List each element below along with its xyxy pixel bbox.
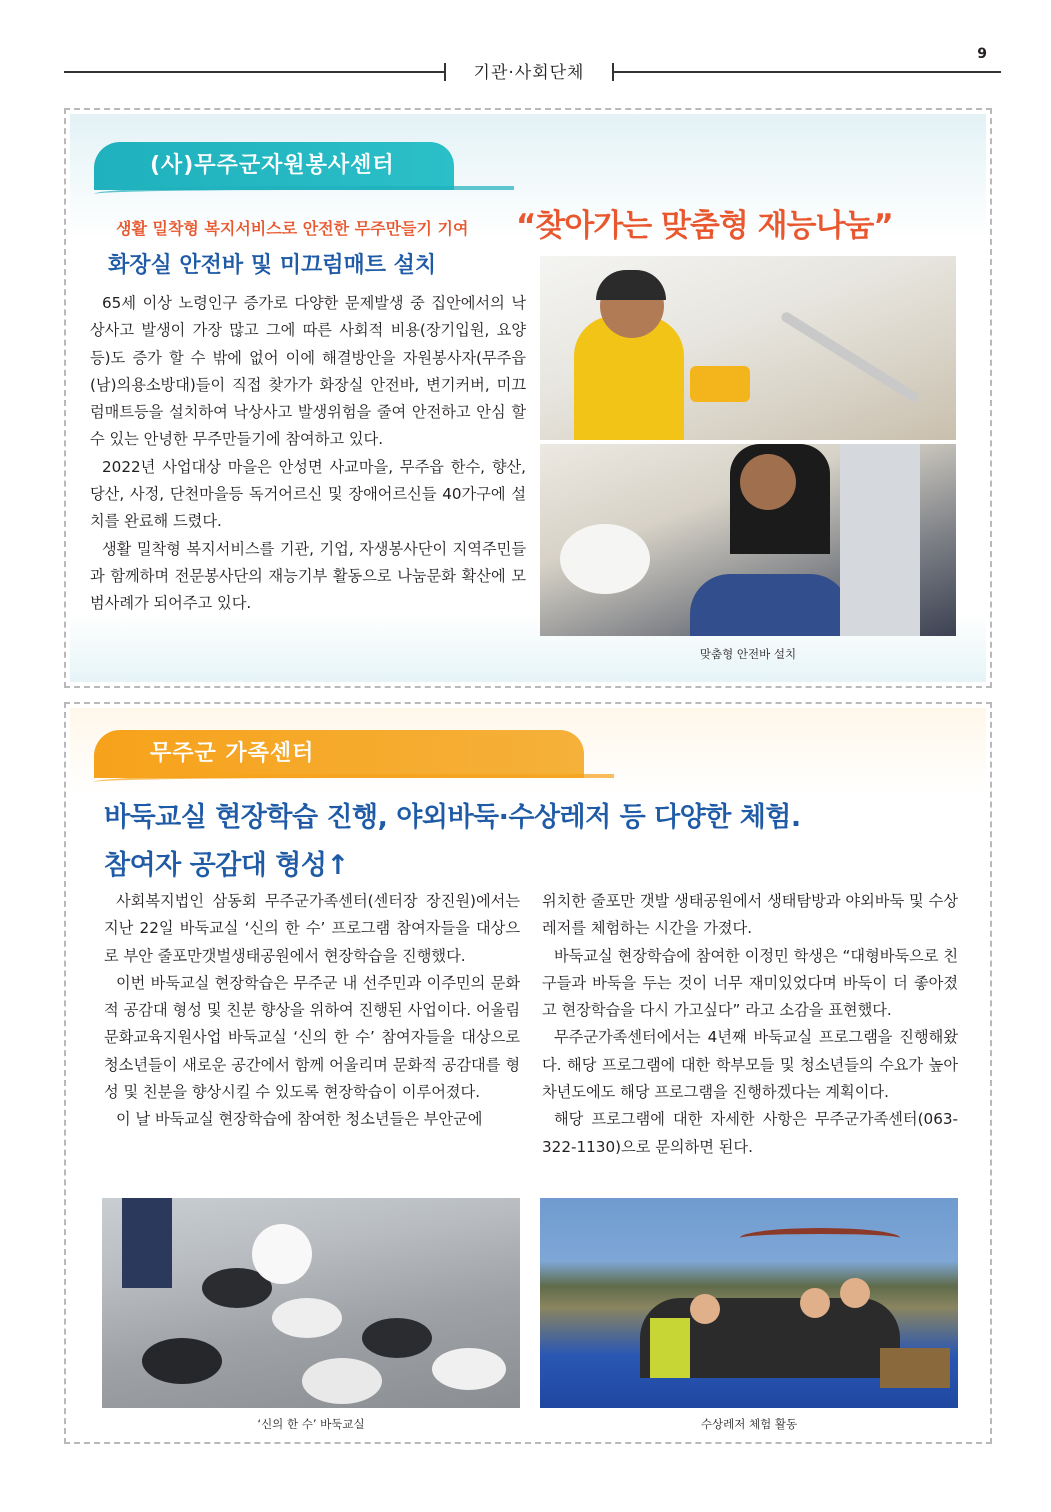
photo-installing-grab-bar	[540, 256, 956, 440]
article-slogan: “찾아가는 맞춤형 재능나눔”	[516, 208, 893, 244]
paragraph: 무주군가족센터에서는 4년째 바둑교실 프로그램을 진행해왔다. 해당 프로그램에 대한 학부모들 및 청소년들의 수요가 높아 차년도에도 해당 프로그램을 진행하겠다는 계획이다.	[542, 1028, 958, 1102]
tab-swoosh	[94, 774, 614, 790]
article-body	[90, 290, 526, 618]
photo-caption: ‘신의 한 수’ 바둑교실	[257, 1417, 365, 1431]
article-volunteer-center	[64, 108, 992, 688]
section-title: 기관·사회단체	[473, 63, 585, 83]
article-kicker: 생활 밀착형 복지서비스로 안전한 무주만들기 기여	[116, 219, 469, 238]
article-column-left	[104, 888, 520, 1134]
page-header	[64, 46, 1001, 92]
article-headline: 화장실 안전바 및 미끄럼매트 설치	[108, 253, 437, 278]
paragraph: 2022년 사업대상 마을은 안성면 사교마을, 무주읍 한수, 향산, 당산, 사정, 단천마을등 독거어르신 및 장애어르신들 40가구에 설치를 완료해 드렸다.	[90, 457, 526, 531]
photo-caption: 수상레저 체험 활동	[700, 1417, 798, 1431]
section-tab: (사)무주군자원봉사센터	[94, 142, 454, 190]
photo-installing-toilet-rail	[540, 444, 956, 636]
page-number: 9	[977, 46, 987, 62]
tab-swoosh	[94, 186, 514, 202]
article-family-center	[64, 702, 992, 1444]
paragraph: 이번 바둑교실 현장학습은 무주군 내 선주민과 이주민의 문화적 공감대 형성 및 친분 향상을 위하여 진행된 사업이다. 어울림문화교육지원사업 바둑교실 ‘신의 한 수’ 참여자들을 대상으로 청소년들이 새로운 공간에서 함께 어울리며 문화적 공감대를 형성 및 친분을 향상시킬 수 있도록 현장학습이 이루어졌다.	[104, 973, 520, 1102]
section-tab: 무주군 가족센터	[94, 730, 584, 778]
paragraph: 이 날 바둑교실 현장학습에 참여한 청소년들은 부안군에	[116, 1110, 483, 1129]
paragraph: 바둑교실 현장학습에 참여한 이정민 학생은 “대형바둑으로 친구들과 바둑을 두는 것이 너무 재미있었다며 바둑이 더 좋아졌고 현장학습을 다시 가고싶다” 라고 소감을 표현했다.	[542, 946, 958, 1020]
article-headline	[104, 794, 801, 890]
paragraph: 생활 밀착형 복지서비스를 기관, 기업, 자생봉사단이 지역주민들과 함께하며 전문봉사단의 재능기부 활동으로 나눔문화 확산에 모범사례가 되어주고 있다.	[90, 539, 526, 613]
photo-caption: 맞춤형 안전바 설치	[699, 647, 797, 661]
headline-line: 참여자 공감대 형성↑	[104, 850, 349, 881]
article-column-right	[542, 888, 958, 1161]
paragraph: 65세 이상 노령인구 증가로 다양한 문제발생 중 집안에서의 낙상사고 발생이 가장 많고 그에 따른 사회적 비용(장기입원, 요양등)도 증가 할 수 밖에 없어 이에 해결방안을 자원봉사자(무주읍(남)의용소방대)들이 직접 찾가가 화장실 안전바, 변기커버, 미끄럼매트등을 설치하여 낙상사고 발생위험을 줄여 안전하고 안심 할 수 있는 안녕한 무주만들기에 참여하고 있다.	[90, 294, 526, 449]
paragraph: 위치한 줄포만 갯발 생태공원에서 생태탐방과 야외바둑 및 수상레저를 체험하는 시간을 가졌다.	[542, 892, 958, 938]
headline-line: 바둑교실 현장학습 진행, 야외바둑·수상레저 등 다양한 체험.	[104, 802, 801, 833]
paragraph: 사회복지법인 삼동회 무주군가족센터(센터장 장진원)에서는 지난 22일 바둑교실 ‘신의 한 수’ 프로그램 참여자들을 대상으로 부안 줄포만갯벌생태공원에서 현장학습을 진행했다.	[104, 892, 520, 965]
paragraph: 해당 프로그램에 대한 자세한 사항은 무주군가족센터(063-322-1130)으로 문의하면 된다.	[542, 1110, 958, 1156]
photo-water-leisure	[540, 1198, 958, 1408]
header-rule-right	[612, 71, 1001, 73]
header-rule-left	[64, 71, 444, 73]
photo-outdoor-baduk	[102, 1198, 520, 1408]
header-tick	[444, 63, 446, 81]
